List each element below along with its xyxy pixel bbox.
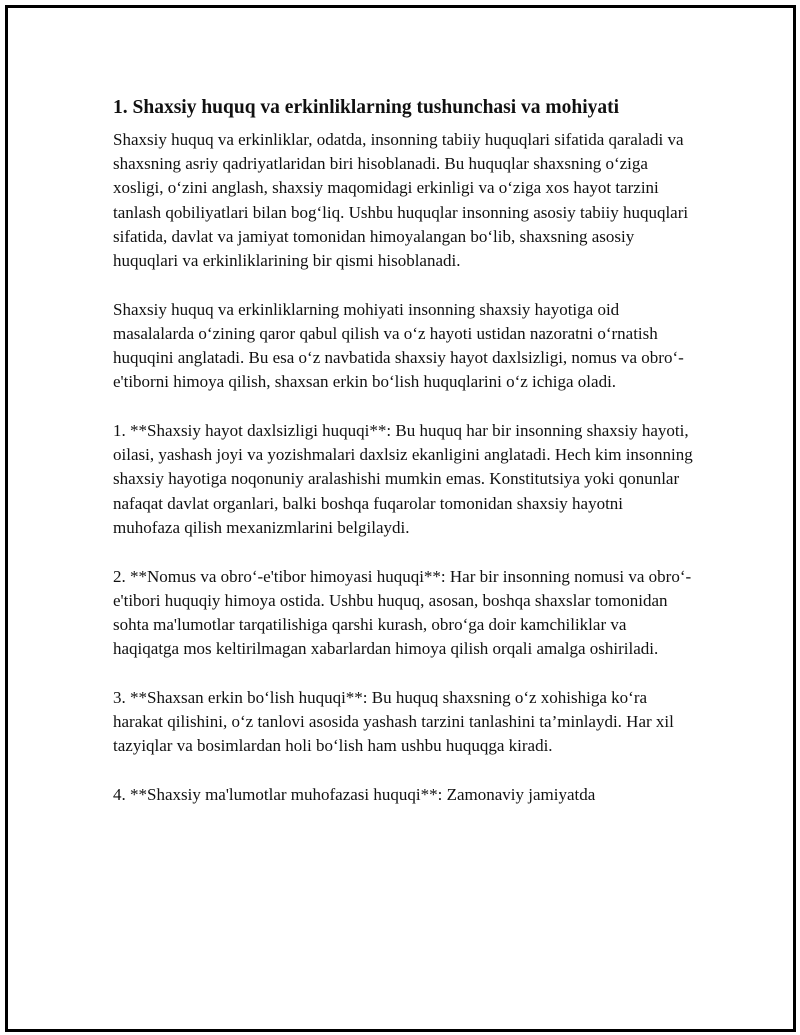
- paragraph-item-2: 2. **Nomus va obro‘-e'tibor himoyasi huquqi**: Har bir insonning nomusi va obro‘-e'tibori huquqiy himoya ostida. Ushbu huquq, asosan, boshqa shaxslar tomonidan sohta ma'lumotlar tarqatilishiga qarshi kurash, obro‘ga doir kamchiliklar va haqiqatga mos keltirilmagan xabarlardan himoya qilish orqali amalga oshiriladi.: [113, 566, 692, 659]
- paragraph-item-1: 1. **Shaxsiy hayot daxlsizligi huquqi**: Bu huquq har bir insonning shaxsiy hayoti, oilasi, yashash joyi va yozishmalari daxlsiz ekanligini anglatadi. Hech kim insonning shaxsiy hayotiga noqonuniy aralashishi mumkin emas. Konstitutsiya yoki qonunlar nafaqat davlat organlari, balki boshqa fuqarolar tomonidan shaxsiy hayotni muhofaza qilish mexanizmlarini belgilaydi.: [113, 421, 693, 537]
- paragraph-item-4: 4. **Shaxsiy ma'lumotlar muhofazasi huquqi**: Zamonaviy jamiyatda: [113, 784, 596, 804]
- section-heading: 1. Shaxsiy huquq va erkinliklarning tushunchasi va mohiyati: [113, 97, 620, 118]
- document-body: [113, 96, 693, 832]
- paragraph-item-3: 3. **Shaxsan erkin bo‘lish huquqi**: Bu huquq shaxsning o‘z xohishiga ko‘ra harakat qilishini, o‘z tanlovi asosida yashash tarzini tanlashini ta’minlaydi. Har xil tazyiqlar va bosimlardan holi bo‘lish ham ushbu huquqga kiradi.: [113, 687, 674, 756]
- paragraph-intro: Shaxsiy huquq va erkinliklar, odatda, insonning tabiiy huquqlari sifatida qaraladi va shaxsning asriy qadriyatlaridan biri hisoblanadi. Bu huquqlar shaxsning o‘ziga xosligi, o‘zini anglash, shaxsiy maqomidagi erkinligi va o‘ziga xos hayot tarzini tanlash qobiliyatlari bilan bog‘liq. Ushbu huquqlar insonning asosiy tabiiy huquqlari sifatida, davlat va jamiyat tomonidan himoyalangan bo‘lib, shaxsning asosiy huquqlari va erkinliklarining bir qismi hisoblanadi.: [113, 130, 689, 271]
- paragraph-essence: Shaxsiy huquq va erkinliklarning mohiyati insonning shaxsiy hayotiga oid masalalarda o‘zining qaror qabul qilish va o‘z hayoti ustidan nazoratni o‘rnatish huquqini anglatadi. Bu esa o‘z navbatida shaxsiy hayot daxlsizligi, nomus va obro‘-e'tiborni himoya qilish, shaxsan erkin bo‘lish huquqlarini o‘z ichiga oladi.: [113, 299, 684, 392]
